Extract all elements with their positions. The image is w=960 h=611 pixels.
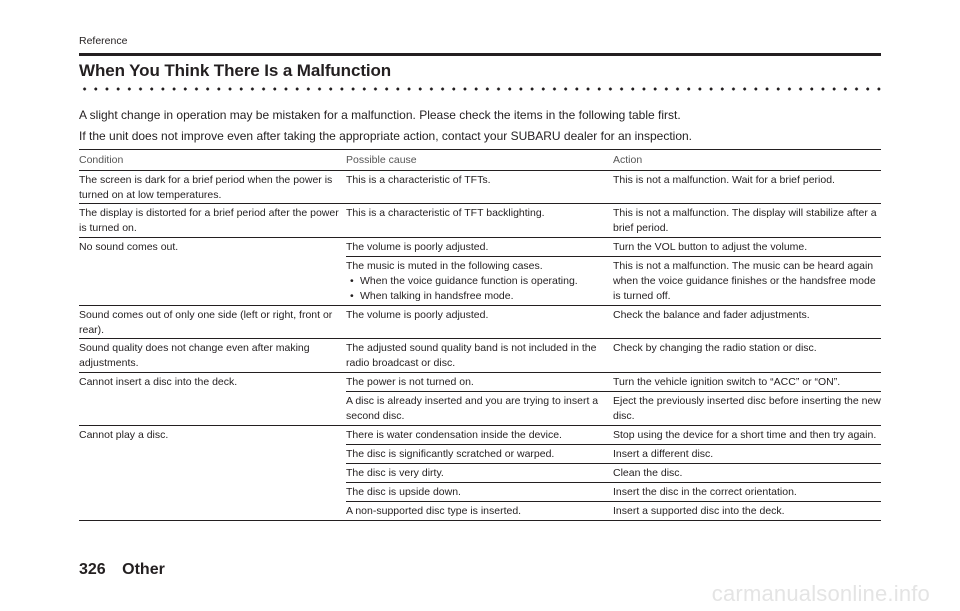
cause-cell: This is a characteristic of TFT backlighting. (346, 207, 545, 219)
cause-action-row (346, 463, 881, 482)
cause-action-row (346, 204, 881, 237)
cause-action-row (346, 256, 881, 305)
cause-bullet-list (346, 274, 609, 304)
cause-action-row (346, 444, 881, 463)
cause-cell: The volume is poorly adjusted. (346, 241, 489, 253)
condition-cell: The display is distorted for a brief period after the power is turned on. (79, 207, 339, 234)
action-cell: Insert a different disc. (613, 448, 714, 460)
table-header (79, 149, 881, 171)
table-row (79, 339, 881, 373)
action-cell: Check the balance and fader adjustments. (613, 309, 810, 321)
condition-cell: Sound quality does not change even after making adjustments. (79, 342, 310, 369)
cause-action-row (346, 426, 881, 444)
action-cell: This is not a malfunction. The music can be heard again when the voice guidance finishes or the handsfree mode is turned off. (613, 260, 876, 302)
cause-action-row (346, 501, 881, 520)
table-row (79, 373, 881, 426)
action-cell: Check by changing the radio station or disc. (613, 342, 817, 354)
bullet-item: • When talking in handsfree mode. (346, 289, 609, 304)
condition-cell: The screen is dark for a brief period when the power is turned on at low temperatures. (79, 174, 333, 201)
cause-cell: This is a characteristic of TFTs. (346, 174, 491, 186)
cause-cell: The adjusted sound quality band is not included in the radio broadcast or disc. (346, 342, 597, 369)
table-row (79, 171, 881, 204)
dotted-divider (79, 86, 881, 92)
column-header-action: Action (613, 153, 643, 166)
cause-cell: There is water condensation inside the device. (346, 429, 562, 441)
cause-cell: The disc is very dirty. (346, 467, 444, 479)
condition-cell: Cannot insert a disc into the deck. (79, 376, 238, 388)
footer-section: Other (122, 561, 165, 578)
cause-action-row (346, 238, 881, 256)
column-header-cause: Possible cause (346, 153, 417, 166)
bullet-item: • When the voice guidance function is operating. (346, 274, 609, 289)
action-cell: Clean the disc. (613, 467, 683, 479)
condition-cell: Cannot play a disc. (79, 429, 169, 441)
action-cell: Eject the previously inserted disc before inserting the new disc. (613, 395, 881, 422)
action-cell: Insert a supported disc into the deck. (613, 505, 785, 517)
section-label: Reference (79, 35, 128, 47)
cause-action-row (346, 391, 881, 425)
cause-cell: The volume is poorly adjusted. (346, 309, 489, 321)
cause-cell: The disc is upside down. (346, 486, 461, 498)
cause-action-row (346, 339, 881, 372)
cause-cell: The disc is significantly scratched or warped. (346, 448, 555, 460)
column-header-condition: Condition (79, 153, 124, 166)
table-row (79, 238, 881, 306)
cause-cell (346, 259, 613, 304)
top-rule (79, 53, 881, 56)
table-row (79, 426, 881, 521)
cause-action-row (346, 482, 881, 501)
malfunction-table (79, 149, 881, 521)
cause-cell: The power is not turned on. (346, 376, 474, 388)
cause-cell: A disc is already inserted and you are trying to insert a second disc. (346, 395, 599, 422)
page-title: When You Think There Is a Malfunction (79, 61, 392, 80)
condition-cell: No sound comes out. (79, 241, 179, 253)
table-row (79, 204, 881, 238)
action-cell: Turn the vehicle ignition switch to “ACC” or “ON”. (613, 376, 841, 388)
condition-cell: Sound comes out of only one side (left or right, front or rear). (79, 309, 333, 336)
action-cell: Stop using the device for a short time and then try again. (613, 429, 877, 441)
action-cell: Turn the VOL button to adjust the volume. (613, 241, 808, 253)
cause-action-row (346, 171, 881, 189)
action-cell: This is not a malfunction. The display will stabilize after a brief period. (613, 207, 877, 234)
action-cell: Insert the disc in the correct orientation. (613, 486, 797, 498)
cause-action-row (346, 373, 881, 391)
intro-paragraph: A slight change in operation may be mistaken for a malfunction. Please check the items in the following table first. (79, 108, 681, 122)
watermark: carmanualsonline.info (711, 581, 930, 606)
action-cell: This is not a malfunction. Wait for a brief period. (613, 174, 835, 186)
intro-paragraph: If the unit does not improve even after taking the appropriate action, contact your SUBARU dealer for an inspection. (79, 129, 693, 143)
table-row (79, 306, 881, 339)
cause-text: The music is muted in the following cases. (346, 260, 543, 272)
page-footer (79, 561, 165, 579)
intro-text (79, 105, 889, 147)
cause-action-row (346, 306, 881, 324)
cause-cell: A non-supported disc type is inserted. (346, 505, 522, 517)
page-number: 326 (79, 561, 106, 578)
